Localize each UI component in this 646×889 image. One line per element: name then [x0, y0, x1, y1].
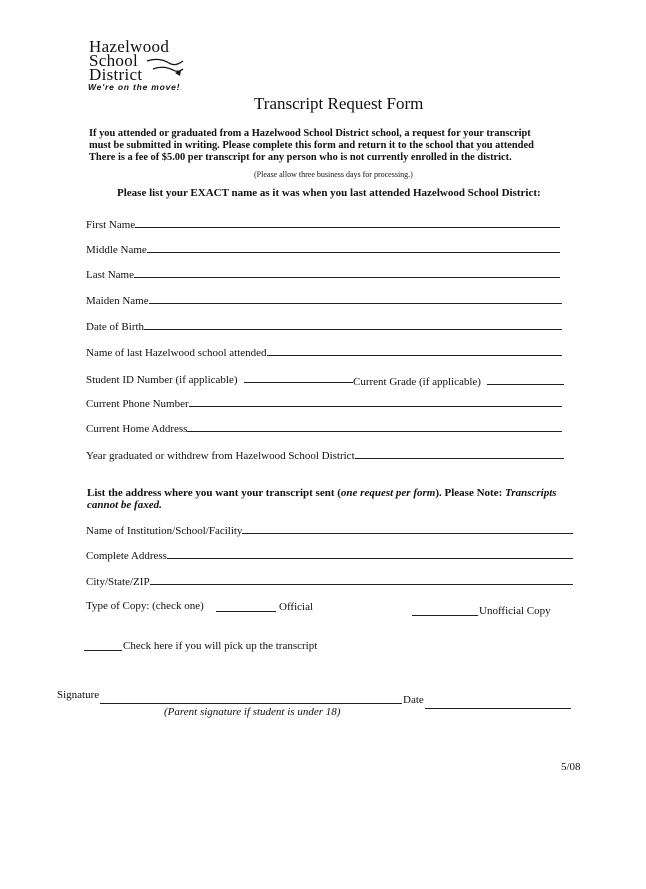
phone-label: Current Phone Number	[86, 398, 189, 410]
last-name-line[interactable]	[134, 277, 560, 278]
exact-name-heading: Please list your EXACT name as it was when you last attended Hazelwood School District:	[117, 187, 541, 199]
unofficial-checkbox-line[interactable]	[412, 615, 478, 616]
send-heading-italic: one request per form	[340, 487, 436, 499]
logo-line-1: Hazelwood	[89, 37, 170, 56]
date-of-birth-field[interactable]	[86, 317, 562, 333]
send-section-heading	[87, 487, 557, 499]
last-school-label: Name of last Hazelwood school attended	[86, 347, 267, 359]
student-id-line[interactable]	[244, 382, 353, 383]
student-id-field[interactable]	[86, 370, 353, 386]
logo-line-3: District	[89, 65, 143, 84]
city-state-zip-field[interactable]	[86, 572, 573, 588]
year-graduated-line[interactable]	[355, 458, 564, 459]
middle-name-label: Middle Name	[86, 244, 147, 256]
signature-note: (Parent signature if student is under 18)	[164, 706, 341, 718]
student-id-label: Student ID Number (if applicable)	[86, 374, 238, 386]
page-title: Transcript Request Form	[254, 94, 424, 113]
first-name-line[interactable]	[135, 227, 560, 228]
maiden-name-label: Maiden Name	[86, 295, 149, 307]
copy-type-label: Type of Copy: (check one)	[86, 600, 204, 612]
logo-line-2: School	[89, 51, 139, 70]
phone-line[interactable]	[189, 406, 562, 407]
current-grade-label: Current Grade (if applicable)	[353, 376, 481, 388]
home-address-line[interactable]	[187, 431, 562, 432]
complete-address-field[interactable]	[86, 546, 573, 562]
signature-line[interactable]	[100, 703, 402, 704]
official-checkbox-line[interactable]	[216, 611, 276, 612]
unofficial-option-label: Unofficial Copy	[479, 605, 551, 617]
form-revision-code: 5/08	[561, 761, 581, 773]
complete-address-label: Complete Address	[86, 550, 167, 562]
pickup-checkbox-line[interactable]	[84, 650, 122, 651]
logo-tagline: We're on the move!	[88, 82, 181, 92]
middle-name-field[interactable]	[86, 240, 560, 256]
first-name-label: First Name	[86, 219, 136, 231]
institution-line[interactable]	[242, 533, 573, 534]
maiden-name-line[interactable]	[149, 303, 562, 304]
send-heading-text-2: ). Please Note:	[435, 487, 505, 499]
complete-address-line[interactable]	[167, 558, 573, 559]
logo-swoosh-icon	[145, 55, 187, 83]
send-heading-text-1: List the address where you want your transcript sent (	[87, 487, 341, 499]
intro-line-3: There is a fee of $5.00 per transcript for any person who is not currently enrolled in the district.	[89, 152, 512, 163]
date-line[interactable]	[425, 708, 571, 709]
last-school-field[interactable]	[86, 343, 562, 359]
official-option-label: Official	[279, 601, 314, 613]
current-grade-field[interactable]	[353, 372, 564, 388]
home-address-label: Current Home Address	[86, 423, 188, 435]
maiden-name-field[interactable]	[86, 291, 562, 307]
last-name-label: Last Name	[86, 269, 134, 281]
year-graduated-field[interactable]	[86, 446, 564, 462]
current-grade-line[interactable]	[487, 384, 564, 385]
date-label: Date	[403, 694, 424, 706]
home-address-field[interactable]	[86, 419, 562, 435]
signature-label: Signature	[57, 689, 100, 701]
date-of-birth-line[interactable]	[144, 329, 562, 330]
intro-line-1: If you attended or graduated from a Hazelwood School District school, a request for your transcript	[89, 128, 531, 139]
last-school-line[interactable]	[267, 355, 562, 356]
pickup-label: Check here if you will pick up the transcript	[123, 640, 318, 652]
send-heading-note-1: Transcripts	[504, 487, 557, 499]
year-graduated-label: Year graduated or withdrew from Hazelwood School District	[86, 450, 355, 462]
date-of-birth-label: Date of Birth	[86, 321, 145, 333]
last-name-field[interactable]	[86, 265, 560, 281]
processing-note: (Please allow three business days for processing.)	[254, 170, 413, 179]
middle-name-line[interactable]	[147, 252, 560, 253]
city-state-zip-label: City/State/ZIP	[86, 576, 150, 588]
first-name-field[interactable]	[86, 215, 560, 231]
city-state-zip-line[interactable]	[150, 584, 573, 585]
intro-line-2: must be submitted in writing. Please complete this form and return it to the school that you attended	[89, 140, 534, 151]
send-heading-note-2: cannot be faxed.	[87, 499, 162, 511]
phone-field[interactable]	[86, 394, 562, 410]
institution-label: Name of Institution/School/Facility	[86, 525, 243, 537]
institution-field[interactable]	[86, 521, 573, 537]
